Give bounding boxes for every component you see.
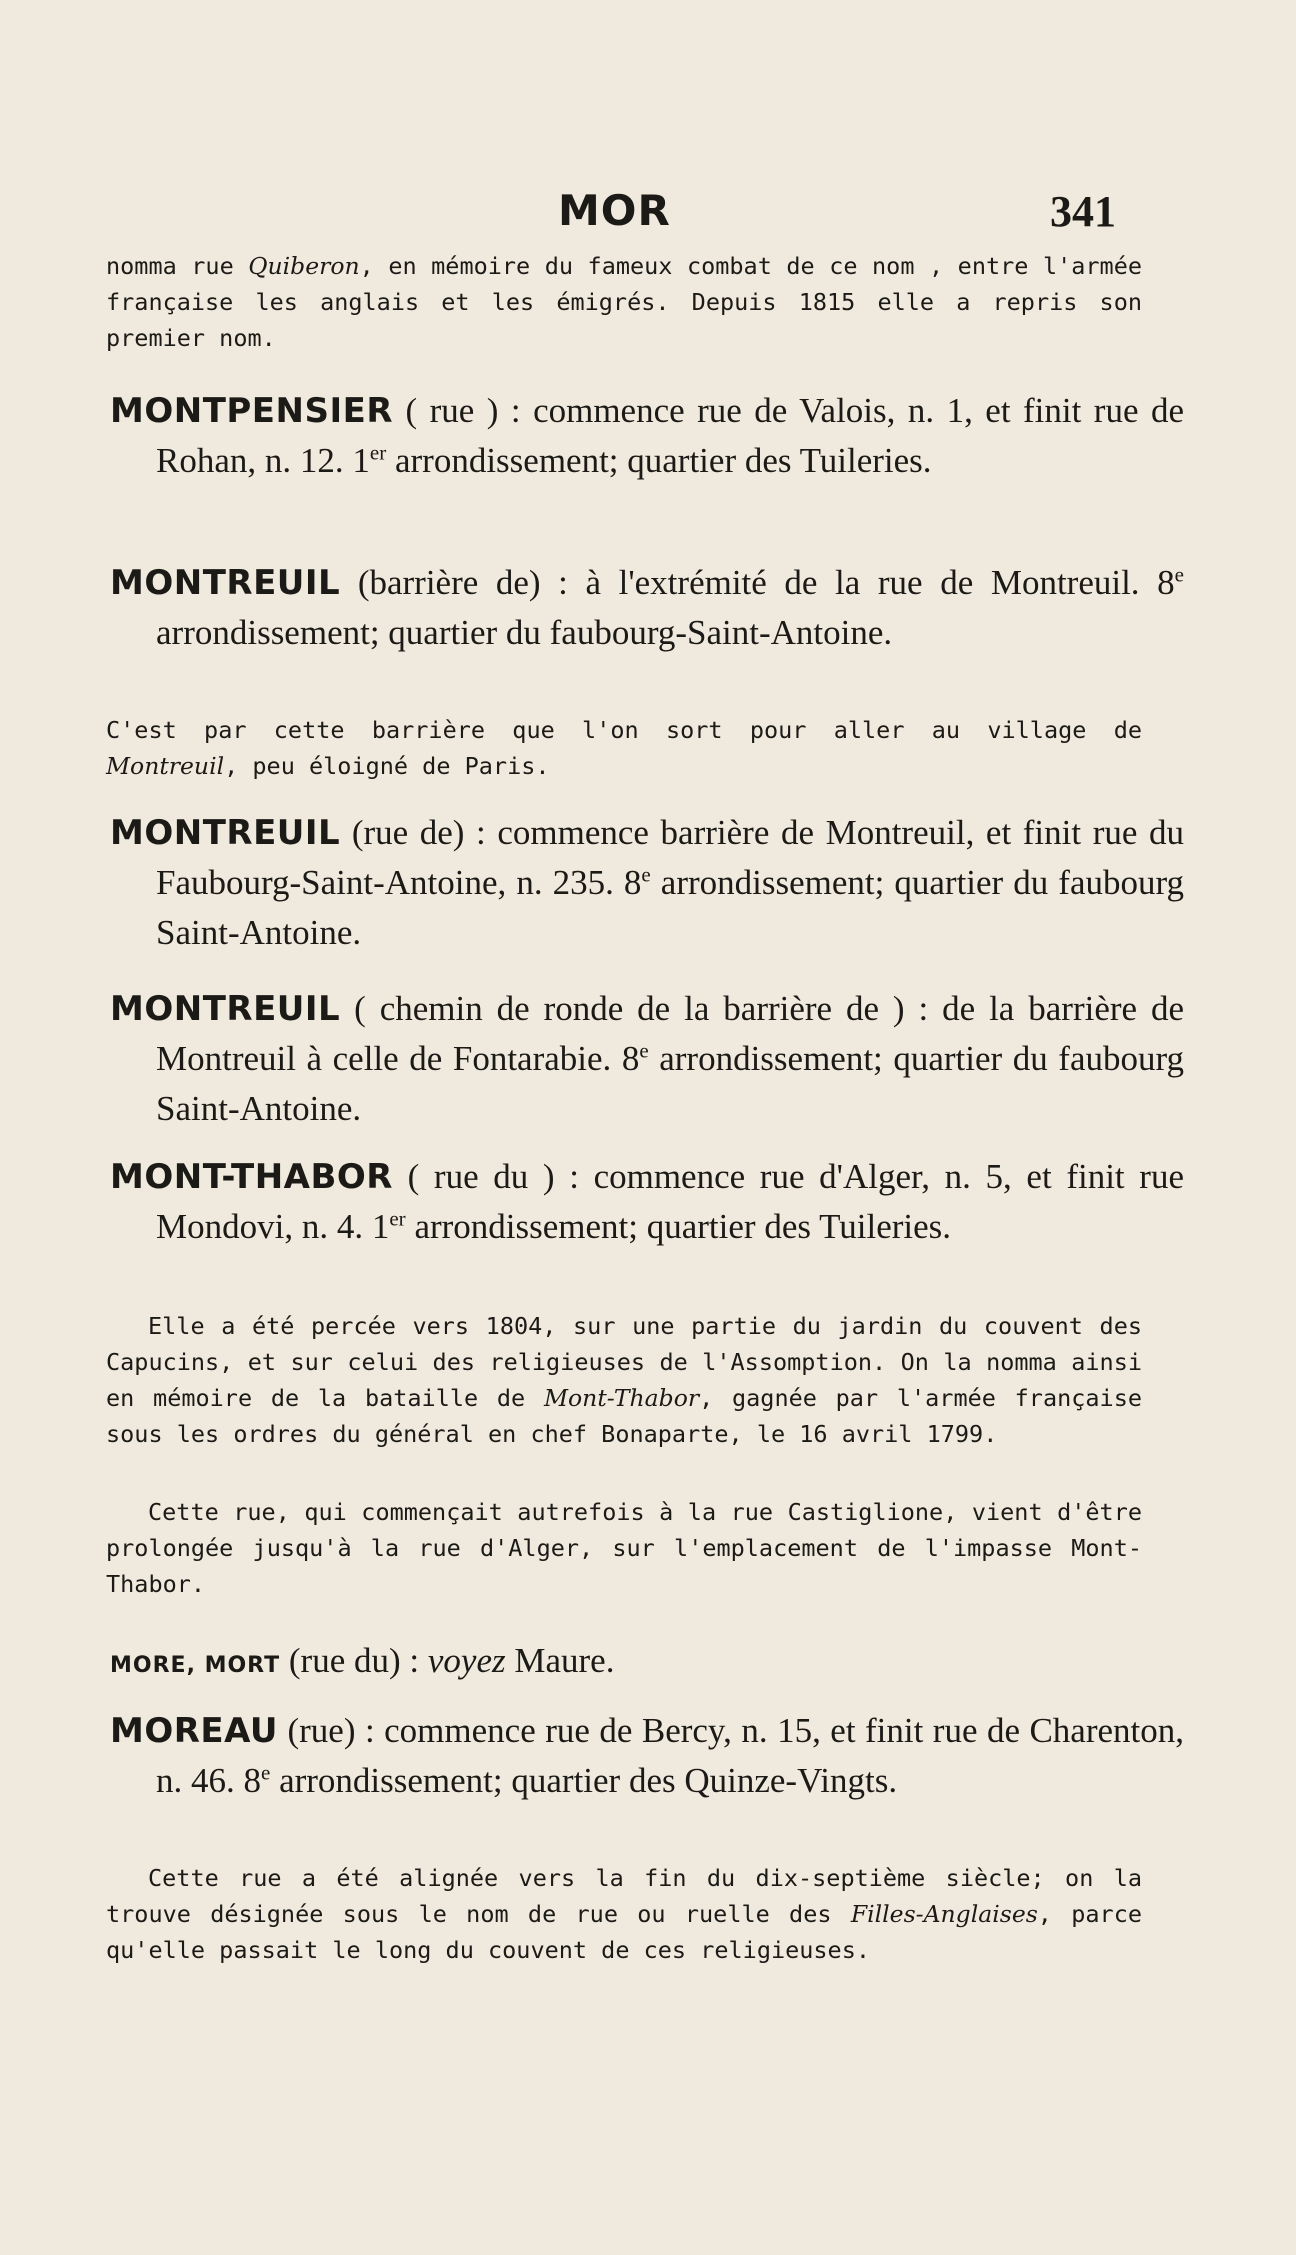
note-italic: Filles-Anglaises	[850, 1900, 1038, 1928]
page-number: 341	[1050, 187, 1116, 236]
entry-text: (rue du) :	[280, 1641, 428, 1680]
entry-text: (rue) : commence rue de Bercy, n. 15, et finit rue de Charenton, n. 46. 8	[156, 1711, 1184, 1800]
entry-italic: voyez	[427, 1641, 506, 1680]
entry-mont-thabor	[110, 1152, 1184, 1252]
headword: MOREAU	[110, 1711, 279, 1751]
intro-text-1: nomma rue	[106, 252, 249, 280]
entry-text: ( rue du ) : commence rue d'Alger, n. 5, et finit rue Mondovi, n. 4. 1	[156, 1157, 1184, 1246]
note-montreuil-barriere	[106, 712, 1142, 784]
headword: MONTREUIL	[110, 813, 341, 853]
entry-text: arrondissement; quartier des Quinze-Vingts.	[270, 1761, 898, 1800]
ordinal-suffix: er	[389, 1206, 406, 1231]
intro-italic: Quiberon	[248, 252, 360, 280]
ordinal-suffix: e	[639, 1038, 649, 1063]
note-mont-thabor-1	[106, 1308, 1142, 1452]
ordinal-suffix: e	[261, 1760, 271, 1785]
ordinal-suffix: e	[641, 862, 651, 887]
entry-text: arrondissement; quartier des Tuileries.	[405, 1207, 952, 1246]
note-text: , gagnée par l'armée française sous les ordres du général en chef Bonaparte, le 16 avril 1799.	[106, 1384, 1142, 1448]
entry-montreuil-barriere	[110, 558, 1184, 658]
entry-text: arrondissement; quartier du faubourg Saint-Antoine.	[156, 1039, 1185, 1128]
note-text: , peu éloigné de Paris.	[224, 752, 550, 780]
entry-montreuil-chemin	[110, 984, 1184, 1134]
entry-text: ( chemin de ronde de la barrière de ) : de la barrière de Montreuil à celle de Fontarabie. 8	[156, 989, 1184, 1078]
note-italic: Mont-Thabor	[543, 1384, 700, 1412]
headword: MONTREUIL	[110, 989, 341, 1029]
note-mont-thabor-2: Cette rue, qui commençait autrefois à la rue Castiglione, vient d'être prolongée jusqu'à la rue d'Alger, sur l'emplacement de l'impasse Mont-Thabor.	[106, 1498, 1142, 1598]
headword: MONTREUIL	[110, 563, 341, 603]
note-text: Elle a été percée vers 1804, sur une partie du jardin du couvent des Capucins, et sur celui des religieuses de l'Assomption. On la nomma ainsi en mémoire de la bataille de	[106, 1312, 1142, 1412]
intro-continuation	[106, 248, 1142, 356]
note-italic: Montreuil	[106, 752, 225, 780]
entry-text: arrondissement; quartier des Tuileries.	[386, 441, 932, 480]
headword: MORE, MORT	[110, 1653, 281, 1678]
entry-moreau	[110, 1706, 1184, 1806]
entry-text: arrondissement; quartier du faubourg-Saint-Antoine.	[156, 613, 893, 652]
entry-more-mort	[110, 1636, 1184, 1691]
entry-text: Maure.	[505, 1641, 615, 1680]
note-text: Cette rue a été alignée vers la fin du dix-septième siècle; on la trouve désignée sous le nom de rue ou ruelle des	[106, 1864, 1142, 1928]
note-text: , parce qu'elle passait le long du couvent de ces religieuses.	[106, 1900, 1142, 1964]
entry-text: arrondissement; quartier du faubourg Saint-Antoine.	[156, 863, 1185, 952]
entry-text: (rue de) : commence barrière de Montreuil, et finit rue du Faubourg-Saint-Antoine, n. 235. 8	[156, 813, 1184, 902]
entry-text: (barrière de) : à l'extrémité de la rue de Montreuil. 8	[340, 563, 1175, 602]
headword: MONTPENSIER	[110, 391, 394, 431]
running-header	[0, 186, 1296, 246]
note-text: C'est par cette barrière que l'on sort pour aller au village de	[106, 716, 1142, 744]
ordinal-suffix: er	[369, 440, 387, 465]
note-moreau	[106, 1860, 1142, 1968]
intro-text-2: , en mémoire du fameux combat de ce nom , entre l'armée française les anglais et les émigrés. Depuis 1815 elle a repris son premier nom.	[106, 252, 1142, 352]
page-header-title: MOR	[558, 186, 671, 235]
entry-text: ( rue ) : commence rue de Valois, n. 1, et finit rue de Rohan, n. 12. 1	[156, 391, 1184, 480]
ordinal-suffix: e	[1174, 562, 1184, 587]
headword: MONT-THABOR	[110, 1157, 393, 1197]
entry-montreuil-rue	[110, 808, 1184, 958]
entry-montpensier	[110, 386, 1184, 486]
